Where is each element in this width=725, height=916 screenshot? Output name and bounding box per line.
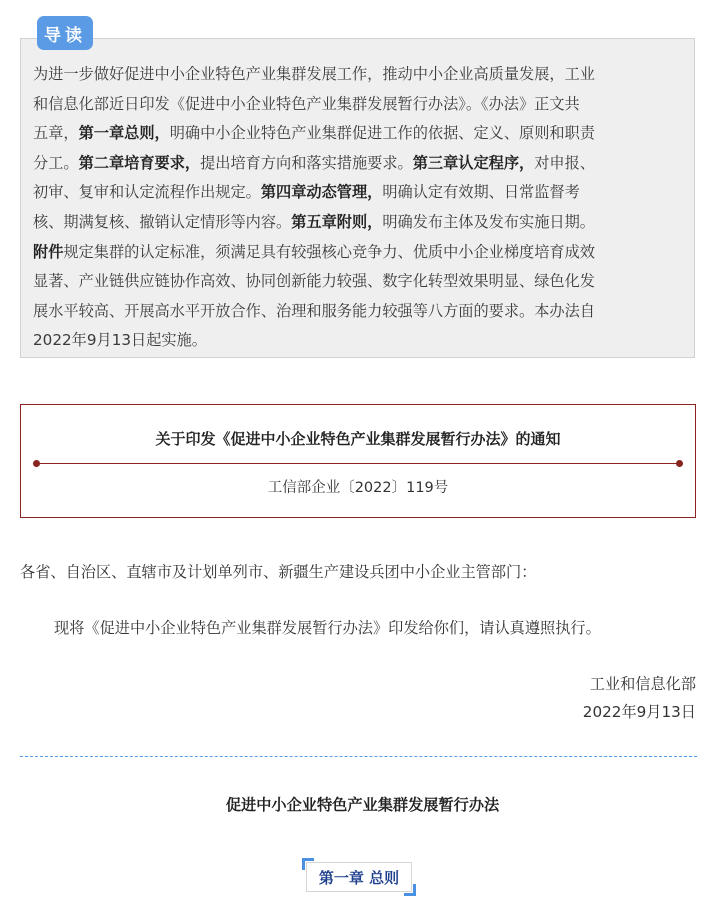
divider-dot-right xyxy=(676,460,683,467)
intro-line xyxy=(33,90,688,120)
intro-bold-segment: 第三章认定程序， xyxy=(412,153,535,172)
intro-line xyxy=(33,297,688,327)
notice-divider xyxy=(36,463,680,464)
intro-bold-segment: 附件 xyxy=(33,242,64,261)
intro-segment: 展水平较高、开展高水平开放合作、治理和服务能力较强等八方面的要求。本办法自 xyxy=(33,301,595,320)
intro-segment: 明确中小企业特色产业集群促进工作的依据、定义、原则和职责 xyxy=(169,124,595,143)
intro-segment: 和信息化部近日印发《促进中小企业特色产业集群发展暂行办法》。《办法》正文共 xyxy=(33,94,580,113)
intro-summary-box xyxy=(20,38,695,358)
intro-segment: 初审、复审和认定流程作出规定。 xyxy=(33,183,261,202)
intro-line xyxy=(33,208,688,238)
intro-bold-segment: 第二章培育要求， xyxy=(78,153,201,172)
document-number: 工信部企业〔2022〕119号 xyxy=(267,480,449,496)
addressee-line: 各省、自治区、直辖市及计划单列市、新疆生产建设兵团中小企业主管部门： xyxy=(20,563,537,581)
intro-segment: 明确发布主体及发布实施日期。 xyxy=(382,212,595,231)
intro-segment: 明确认定有效期、日常监督考 xyxy=(382,183,580,202)
intro-summary-text xyxy=(33,60,688,356)
intro-segment: 规定集群的认定标准，须满足具有较强核心竞争力、优质中小企业梯度培育成效 xyxy=(63,242,595,261)
chapter-badge xyxy=(302,858,416,896)
intro-line xyxy=(33,267,688,297)
intro-segment: 核、期满复核、撤销认定情形等内容。 xyxy=(33,212,292,231)
intro-line xyxy=(33,326,688,356)
intro-line xyxy=(33,60,688,90)
intro-segment: 提出培育方向和落实措施要求。 xyxy=(200,153,413,172)
instruction-line: 现将《促进中小企业特色产业集群发展暂行办法》印发给你们，请认真遵照执行。 xyxy=(54,619,601,637)
issue-date: 2022年9月13日 xyxy=(582,703,696,721)
intro-segment: 为进一步做好促进中小企业特色产业集群发展工作，推动中小企业高质量发展，工业 xyxy=(33,65,595,83)
divider-dot-left xyxy=(33,460,40,467)
issuer-name: 工业和信息化部 xyxy=(589,675,696,693)
intro-badge: 导读 xyxy=(37,16,93,50)
intro-line xyxy=(33,238,688,268)
section-divider xyxy=(20,756,697,757)
chapter-label: 第一章 总则 xyxy=(306,862,412,892)
intro-segment: 显著、产业链供应链协作高效、协同创新能力较强、数字化转型效果明显、绿色化发 xyxy=(33,272,595,291)
intro-bold-segment: 第一章总则， xyxy=(78,124,170,143)
intro-bold-segment: 第五章附则， xyxy=(291,212,383,231)
intro-segment: 2022年9月13日起实施。 xyxy=(33,331,207,350)
notice-header-box xyxy=(20,404,696,518)
intro-segment: 分工。 xyxy=(33,153,79,172)
intro-line xyxy=(33,178,688,208)
notice-title: 关于印发《促进中小企业特色产业集群发展暂行办法》的通知 xyxy=(155,430,561,448)
intro-segment: 五章， xyxy=(33,124,79,143)
document-title: 促进中小企业特色产业集群发展暂行办法 xyxy=(225,796,500,814)
intro-line xyxy=(33,119,688,149)
intro-bold-segment: 第四章动态管理， xyxy=(260,183,383,202)
intro-line xyxy=(33,149,688,179)
intro-segment: 对申报、 xyxy=(534,153,595,172)
